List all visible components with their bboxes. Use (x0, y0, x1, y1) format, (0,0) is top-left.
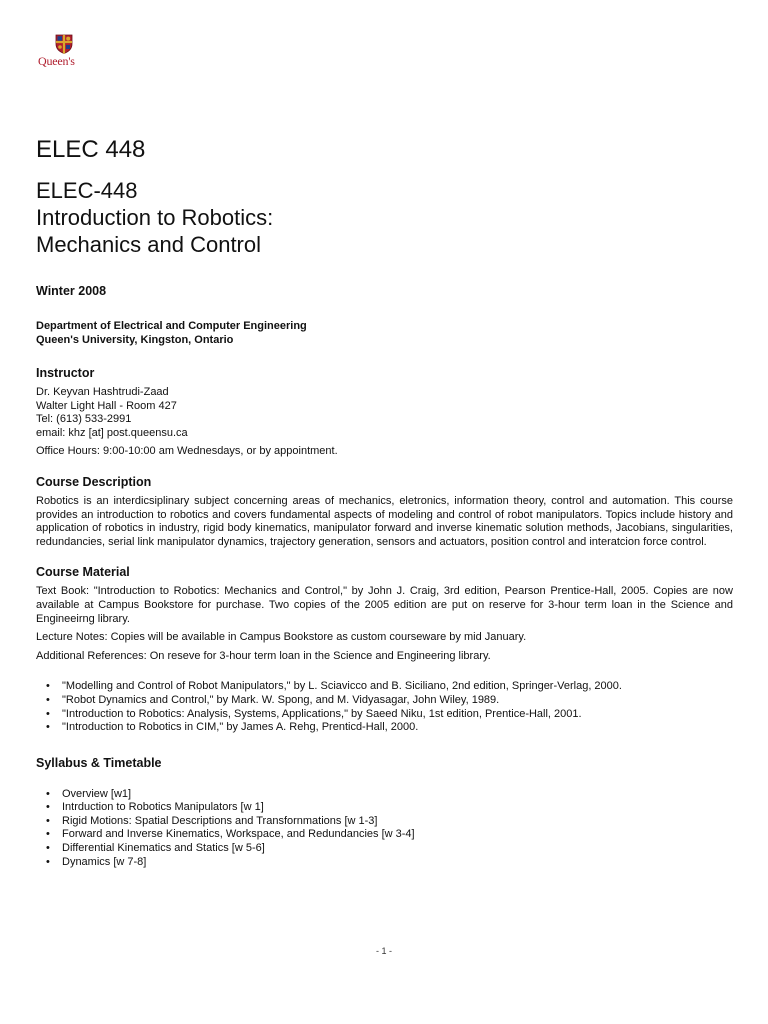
instructor-office: Walter Light Hall - Room 427 (36, 399, 177, 412)
instructor-email: email: khz [at] post.queensu.ca (36, 426, 188, 439)
list-item: • Rigid Motions: Spatial Descriptions and Transfornmations [w 1-3] (36, 815, 733, 829)
logo-wordmark: Queen's (38, 54, 75, 68)
main-content (36, 366, 733, 869)
instructor-contact (36, 386, 733, 440)
syllabus-heading: Syllabus & Timetable (36, 755, 162, 770)
university-location: Queen's University, Kingston, Ontario (36, 333, 234, 346)
queens-crest-icon (55, 34, 73, 54)
list-item: • Differential Kinematics and Statics [w 5-6] (36, 842, 733, 856)
page-number: - 1 - (375, 946, 392, 956)
list-item: • Dynamics [w 7-8] (36, 856, 733, 870)
course-description-heading: Course Description (36, 474, 152, 489)
instructor-name: Dr. Keyvan Hashtrudi-Zaad (36, 386, 169, 398)
course-description-text: Robotics is an interdicsiplinary subject concerning areas of mechanics, eletronics, information theory, control and automation. This course provides an introduction to robotics and covers fundamental aspects of modeling and control of robot manipulators. Topics include history and application of robotics in industry, rigid body kinematics, manipulator forward and inverse kinematic solution methods, Jacobians, singularities, redundancies, serial link manipulator dynamics, trajectory generation, sensors and actuators, position control and interatcion force control. (36, 494, 733, 548)
lecture-notes-text: Lecture Notes: Copies will be available in Campus Bookstore as custom courseware by mid January. (36, 631, 527, 644)
department-name: Department of Electrical and Computer Engineering (36, 320, 307, 332)
additional-references-text: Additional References: On reseve for 3-hour term loan in the Science and Engineering library. (36, 649, 491, 662)
list-item: • "Introduction to Robotics in CIM," by James A. Rehg, Prenticd-Hall, 2000. (36, 721, 733, 735)
university-logo (36, 34, 96, 74)
course-name-line-2: Mechanics and Control (36, 232, 262, 257)
course-description-section (36, 475, 733, 549)
list-item: • "Introduction to Robotics: Analysis, Systems, Applications," by Saeed Niku, 1st edition, Prentice-Hall, 2001. (36, 708, 733, 722)
list-item: • "Robot Dynamics and Control," by Mark. W. Spong, and M. Vidyasagar, John Wiley, 1989. (36, 694, 733, 708)
list-item: • Forward and Inverse Kinematics, Workspace, and Redundancies [w 3-4] (36, 828, 733, 842)
list-item: • Overview [w1] (36, 788, 733, 802)
course-name-line-1: Introduction to Robotics: (36, 205, 274, 230)
instructor-phone: Tel: (613) 533-2991 (36, 413, 132, 426)
syllabus-list (36, 788, 733, 870)
references-list (36, 680, 733, 734)
department-block (36, 320, 307, 347)
textbook-text: Text Book: "Introduction to Robotics: Mechanics and Control," by John J. Craig, 3rd edition, Pearson Prentice-Hall, 2005. Copies are now available at Campus Bookstore for purchase. Two copies of the 2005 edition are put on reserve for 3-hour term loan in the Science and Engineeirng library. (36, 585, 733, 625)
list-item: • Intrduction to Robotics Manipulators [w 1] (36, 801, 733, 815)
term-heading: Winter 2008 (36, 284, 107, 298)
instructor-section (36, 366, 733, 459)
page-title: ELEC 448 (36, 136, 146, 163)
instructor-heading: Instructor (36, 366, 95, 380)
syllabus-section (36, 756, 733, 870)
list-item: • "Modelling and Control of Robot Manipulators," by L. Sciavicco and B. Siciliano, 2nd edition, Springer-Verlag, 2000. (36, 680, 733, 694)
course-material-heading: Course Material (36, 565, 130, 580)
course-title (36, 177, 736, 258)
office-hours: Office Hours: 9:00-10:00 am Wednesdays, or by appointment. (36, 445, 338, 458)
course-material-section (36, 565, 733, 734)
course-code: ELEC-448 (36, 178, 138, 203)
